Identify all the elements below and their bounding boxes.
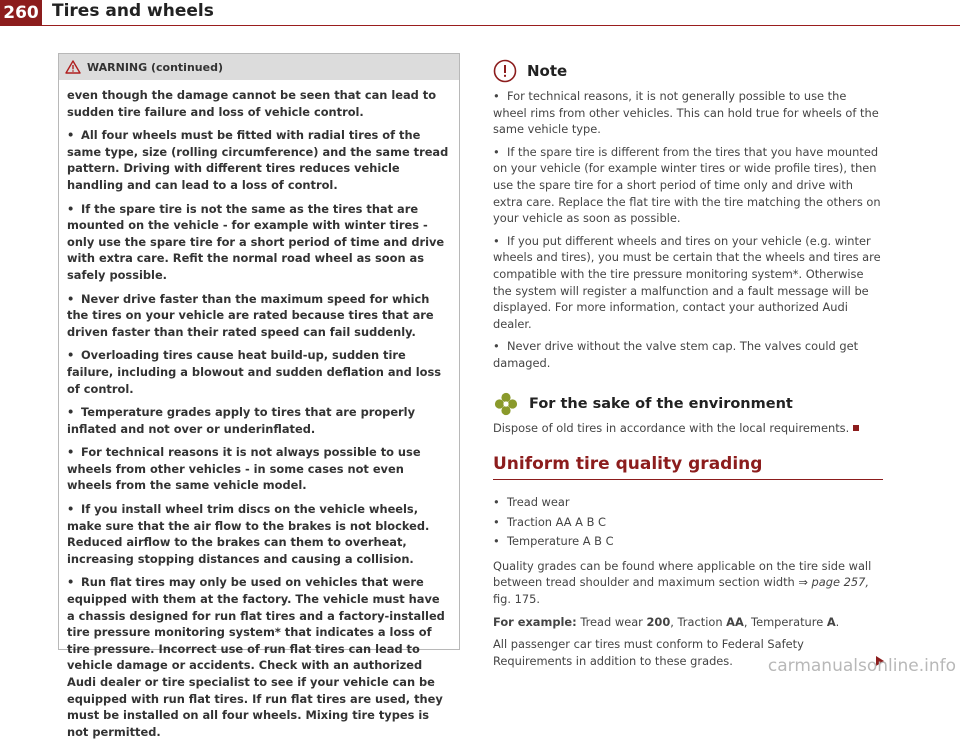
list-item: • Tread wear (493, 495, 570, 510)
flower-icon (493, 391, 519, 417)
right-column (493, 54, 883, 675)
warning-heading: WARNING (continued) (87, 60, 223, 74)
warning-header (59, 54, 459, 80)
warning-bullet: • If you install wheel trim discs on the vehicle wheels, make sure that the air flow to the brakes is not blocked. Reduced airflow to the brakes can them to overheat, increasing stopping distances and causing a collision. (67, 502, 430, 566)
warning-bullet: • Run flat tires may only be used on vehicles that were equipped with them at the factory. The vehicle must have a chassis designed for run flat tires and a factory-installed tire pressure monitoring system* that indicates a loss of tire pressure. Incorrect use of run flat tires can lead to vehicle damage or accidents. Check with an authorized Audi dealer or tire specialist to see if your vehicle can be equipped with run flat tires. If run flat tires are used, they must be installed on all four wheels. Mixing tire types is not permitted. (67, 575, 445, 739)
page-reference-link[interactable]: ⇒ page 257, (798, 575, 869, 590)
warning-intro: even though the damage cannot be seen that can lead to sudden tire failure and loss of vehicle control. (67, 88, 437, 119)
note-bullet: • If the spare tire is different from the tires that you have mounted on your vehicle (for example winter tires or wide profile tires), then use the spare tire for a short period of time only and drive with extra care. Replace the flat tire with the tire matching the others on your vehicle as soon as possible. (493, 144, 881, 226)
section-heading: Uniform tire quality grading (493, 454, 883, 480)
warning-triangle-icon (65, 60, 81, 74)
page-number: 260 (0, 0, 42, 26)
requirements-paragraph: All passenger car tires must conform to Federal Safety Requirements in addition to these grades. (493, 636, 883, 669)
note-info-icon (493, 59, 517, 83)
list-item: • Temperature A B C (493, 534, 614, 549)
note-heading: Note (527, 62, 568, 80)
note-bullet: • If you put different wheels and tires on your vehicle (e.g. winter wheels and tires), you must be certain that the wheels and tires are compatible with the tire pressure monitoring system*. Otherwise the system will register a malfunction and a fault message will be displayed. For more information, contact your authorized Audi dealer. (493, 233, 881, 331)
page-title: Tires and wheels (52, 1, 214, 21)
warning-bullet: • Never drive faster than the maximum speed for which the tires on your vehicle are rated because tires that are driven faster than their rated speed can fail suddenly. (67, 291, 434, 339)
warning-bullet: • If the spare tire is not the same as the tires that are mounted on the vehicle - for example with winter tires - only use the spare tire for a short period of time and drive with extra care. Refit the normal road wheel as soon as safely possible. (67, 201, 445, 282)
header-rule (42, 25, 960, 26)
environment-header (493, 388, 883, 420)
warning-bullet: • Temperature grades apply to tires that are properly inflated and not over or underinflated. (67, 405, 416, 436)
grade-list (493, 494, 883, 550)
note-bullet: • Never drive without the valve stem cap. The valves could get damaged. (493, 339, 859, 370)
grading-paragraph: Quality grades can be found where applicable on the tire side wall between tread shoulder and maximum section width ⇒ page 257, fig. 175. (493, 558, 872, 607)
warning-box (58, 53, 460, 739)
warning-bullet: • Overloading tires cause heat build-up, sudden tire failure, including a blowout and sudden deflation and loss of control. (67, 348, 442, 396)
warning-bullet: • For technical reasons it is not always possible to use wheels from other vehicles - in some cases not even wheels from the same vehicle model. (67, 445, 421, 493)
watermark: carmanualsonline.info (767, 656, 956, 676)
warning-bullet: • All four wheels must be fitted with radial tires of the same type, size (rolling circumference) and the same tread pattern. Driving with different tires reduces vehicle handling and can lead to a loss of control. (67, 128, 449, 192)
end-marker (853, 425, 859, 431)
note-bullet: • For technical reasons, it is not generally possible to use the wheel rims from other vehicles. This can hold true for wheels of the same vehicle type. (493, 89, 879, 137)
environment-heading: For the sake of the environment (529, 395, 793, 412)
example-paragraph: For example: Tread wear 200, Traction AA, Temperature A. (493, 614, 840, 629)
note-header (493, 54, 883, 88)
environment-text: Dispose of old tires in accordance with the local requirements. (493, 420, 883, 437)
list-item: • Traction AA A B C (493, 514, 606, 529)
